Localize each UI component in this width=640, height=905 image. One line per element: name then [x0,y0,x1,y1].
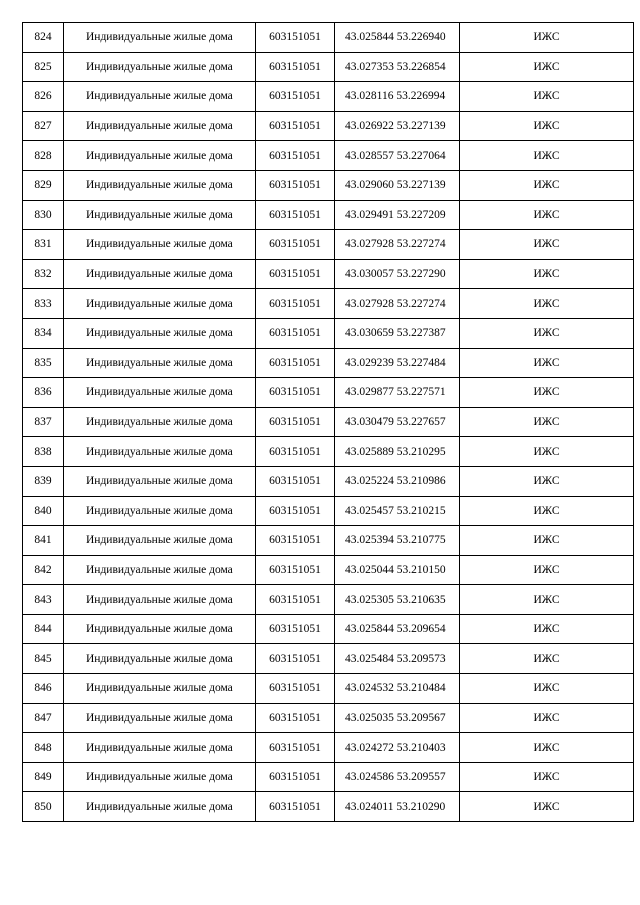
object-coordinates: 43.025224 53.210986 [335,466,460,496]
object-type: ИЖС [460,496,634,526]
table-row [23,23,634,53]
object-type: ИЖС [460,82,634,112]
table-row [23,170,634,200]
table-row [23,437,634,467]
object-name: Индивидуальные жилые дома [64,82,256,112]
object-name: Индивидуальные жилые дома [64,348,256,378]
table-row [23,348,634,378]
table-row [23,141,634,171]
object-name: Индивидуальные жилые дома [64,259,256,289]
row-number: 834 [23,318,64,348]
object-name: Индивидуальные жилые дома [64,733,256,763]
object-type: ИЖС [460,644,634,674]
object-coordinates: 43.029877 53.227571 [335,378,460,408]
object-coordinates: 43.027353 53.226854 [335,52,460,82]
object-code: 603151051 [256,644,335,674]
object-name: Индивидуальные жилые дома [64,703,256,733]
row-number: 836 [23,378,64,408]
object-type: ИЖС [460,437,634,467]
object-name: Индивидуальные жилые дома [64,762,256,792]
object-coordinates: 43.025035 53.209567 [335,703,460,733]
table-row [23,82,634,112]
object-coordinates: 43.026922 53.227139 [335,111,460,141]
row-number: 849 [23,762,64,792]
object-name: Индивидуальные жилые дома [64,23,256,53]
table-row [23,378,634,408]
object-coordinates: 43.030479 53.227657 [335,407,460,437]
object-name: Индивидуальные жилые дома [64,289,256,319]
row-number: 830 [23,200,64,230]
object-name: Индивидуальные жилые дома [64,378,256,408]
row-number: 841 [23,526,64,556]
object-coordinates: 43.025484 53.209573 [335,644,460,674]
table-row [23,644,634,674]
object-name: Индивидуальные жилые дома [64,614,256,644]
object-code: 603151051 [256,200,335,230]
object-coordinates: 43.024011 53.210290 [335,792,460,822]
table-row [23,111,634,141]
object-type: ИЖС [460,230,634,260]
object-type: ИЖС [460,52,634,82]
object-type: ИЖС [460,614,634,644]
object-code: 603151051 [256,141,335,171]
object-code: 603151051 [256,466,335,496]
object-coordinates: 43.030057 53.227290 [335,259,460,289]
row-number: 837 [23,407,64,437]
row-number: 831 [23,230,64,260]
row-number: 835 [23,348,64,378]
object-type: ИЖС [460,348,634,378]
row-number: 844 [23,614,64,644]
row-number: 832 [23,259,64,289]
table-row [23,230,634,260]
object-code: 603151051 [256,496,335,526]
object-coordinates: 43.025844 53.226940 [335,23,460,53]
row-number: 843 [23,585,64,615]
object-code: 603151051 [256,762,335,792]
row-number: 826 [23,82,64,112]
row-number: 845 [23,644,64,674]
object-code: 603151051 [256,318,335,348]
object-coordinates: 43.028116 53.226994 [335,82,460,112]
object-code: 603151051 [256,230,335,260]
row-number: 828 [23,141,64,171]
object-coordinates: 43.024272 53.210403 [335,733,460,763]
object-coordinates: 43.024586 53.209557 [335,762,460,792]
row-number: 846 [23,674,64,704]
object-type: ИЖС [460,200,634,230]
object-type: ИЖС [460,289,634,319]
table-row [23,762,634,792]
object-name: Индивидуальные жилые дома [64,466,256,496]
row-number: 829 [23,170,64,200]
object-name: Индивидуальные жилые дома [64,141,256,171]
object-type: ИЖС [460,318,634,348]
row-number: 839 [23,466,64,496]
object-type: ИЖС [460,733,634,763]
row-number: 848 [23,733,64,763]
object-coordinates: 43.027928 53.227274 [335,289,460,319]
object-coordinates: 43.025305 53.210635 [335,585,460,615]
object-code: 603151051 [256,526,335,556]
object-name: Индивидуальные жилые дома [64,555,256,585]
table-body [23,23,634,822]
object-coordinates: 43.029060 53.227139 [335,170,460,200]
object-type: ИЖС [460,526,634,556]
object-code: 603151051 [256,111,335,141]
row-number: 827 [23,111,64,141]
object-code: 603151051 [256,733,335,763]
table-row [23,674,634,704]
objects-table [22,22,634,822]
object-name: Индивидуальные жилые дома [64,496,256,526]
object-code: 603151051 [256,289,335,319]
object-type: ИЖС [460,466,634,496]
object-name: Индивидуальные жилые дома [64,52,256,82]
table-row [23,585,634,615]
table-row [23,496,634,526]
table-row [23,289,634,319]
object-coordinates: 43.025844 53.209654 [335,614,460,644]
object-code: 603151051 [256,23,335,53]
object-type: ИЖС [460,170,634,200]
row-number: 825 [23,52,64,82]
table-row [23,200,634,230]
row-number: 833 [23,289,64,319]
object-name: Индивидуальные жилые дома [64,437,256,467]
object-code: 603151051 [256,555,335,585]
object-coordinates: 43.025457 53.210215 [335,496,460,526]
object-type: ИЖС [460,111,634,141]
object-type: ИЖС [460,378,634,408]
object-type: ИЖС [460,259,634,289]
object-name: Индивидуальные жилые дома [64,111,256,141]
object-name: Индивидуальные жилые дома [64,318,256,348]
object-code: 603151051 [256,792,335,822]
table-row [23,703,634,733]
table-row [23,407,634,437]
object-code: 603151051 [256,378,335,408]
object-name: Индивидуальные жилые дома [64,585,256,615]
object-coordinates: 43.028557 53.227064 [335,141,460,171]
object-type: ИЖС [460,23,634,53]
table-row [23,52,634,82]
object-type: ИЖС [460,703,634,733]
row-number: 824 [23,23,64,53]
table-row [23,466,634,496]
row-number: 847 [23,703,64,733]
object-code: 603151051 [256,585,335,615]
table-row [23,555,634,585]
row-number: 842 [23,555,64,585]
object-type: ИЖС [460,555,634,585]
object-name: Индивидуальные жилые дома [64,407,256,437]
table-row [23,526,634,556]
object-code: 603151051 [256,82,335,112]
object-code: 603151051 [256,259,335,289]
table-row [23,259,634,289]
object-coordinates: 43.025394 53.210775 [335,526,460,556]
object-name: Индивидуальные жилые дома [64,644,256,674]
object-code: 603151051 [256,407,335,437]
row-number: 840 [23,496,64,526]
object-coordinates: 43.025044 53.210150 [335,555,460,585]
object-code: 603151051 [256,348,335,378]
object-name: Индивидуальные жилые дома [64,230,256,260]
object-coordinates: 43.030659 53.227387 [335,318,460,348]
object-code: 603151051 [256,52,335,82]
object-code: 603151051 [256,674,335,704]
object-name: Индивидуальные жилые дома [64,674,256,704]
row-number: 850 [23,792,64,822]
object-type: ИЖС [460,407,634,437]
object-coordinates: 43.024532 53.210484 [335,674,460,704]
table-row [23,792,634,822]
table-row [23,733,634,763]
object-name: Индивидуальные жилые дома [64,526,256,556]
object-type: ИЖС [460,141,634,171]
object-type: ИЖС [460,674,634,704]
object-type: ИЖС [460,585,634,615]
object-code: 603151051 [256,614,335,644]
object-name: Индивидуальные жилые дома [64,200,256,230]
object-code: 603151051 [256,437,335,467]
object-coordinates: 43.025889 53.210295 [335,437,460,467]
object-coordinates: 43.029491 53.227209 [335,200,460,230]
table-row [23,318,634,348]
object-name: Индивидуальные жилые дома [64,792,256,822]
object-code: 603151051 [256,170,335,200]
table-row [23,614,634,644]
object-coordinates: 43.027928 53.227274 [335,230,460,260]
object-code: 603151051 [256,703,335,733]
row-number: 838 [23,437,64,467]
object-type: ИЖС [460,792,634,822]
object-coordinates: 43.029239 53.227484 [335,348,460,378]
object-type: ИЖС [460,762,634,792]
object-name: Индивидуальные жилые дома [64,170,256,200]
